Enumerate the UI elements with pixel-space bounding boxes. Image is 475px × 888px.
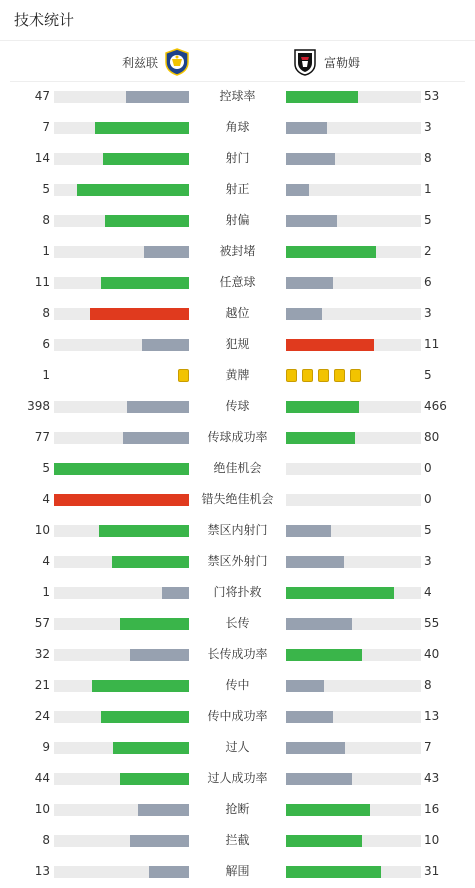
home-stat-bar — [54, 339, 189, 351]
stat-label: 绝佳机会 — [213, 461, 262, 475]
stat-row — [0, 174, 475, 205]
away-stat-bar — [286, 184, 421, 196]
home-stat-value: 77 — [34, 430, 50, 444]
stat-row — [0, 825, 475, 856]
away-stat-value: 0 — [424, 461, 432, 475]
home-stat-value: 14 — [34, 151, 50, 165]
away-stat-value: 3 — [424, 120, 432, 134]
home-stat-bar-fill — [77, 184, 189, 196]
away-stat-bar — [286, 401, 421, 413]
home-stat-value: 47 — [34, 89, 50, 103]
stat-label: 抢断 — [225, 802, 250, 816]
away-stat-bar-fill — [286, 835, 362, 847]
stat-row — [0, 391, 475, 422]
away-stat-bar — [286, 711, 421, 723]
away-stat-value: 6 — [424, 275, 432, 289]
teams-header — [0, 46, 475, 78]
home-stat-bar — [54, 773, 189, 785]
stat-label: 任意球 — [219, 275, 256, 289]
stat-label: 禁区外射门 — [207, 554, 268, 568]
away-stat-bar-fill — [286, 525, 331, 537]
home-stat-bar-fill — [105, 215, 189, 227]
away-stat-value: 4 — [424, 585, 432, 599]
home-stat-bar — [54, 153, 189, 165]
stat-label: 传中 — [225, 678, 250, 692]
home-stat-value: 10 — [34, 523, 50, 537]
away-stat-value: 0 — [424, 492, 432, 506]
away-stat-bar — [286, 773, 421, 785]
home-stat-bar-fill — [92, 680, 189, 692]
home-stat-bar — [54, 432, 189, 444]
away-stat-bar-fill — [286, 91, 358, 103]
home-stat-value: 1 — [42, 368, 50, 382]
stat-label: 过人 — [225, 740, 250, 754]
away-stat-value: 31 — [424, 864, 440, 878]
home-stat-bar — [54, 494, 189, 506]
home-stat-value: 9 — [42, 740, 50, 754]
away-stat-bar — [286, 122, 421, 134]
home-stat-bar-fill — [101, 711, 189, 723]
home-stat-value: 6 — [42, 337, 50, 351]
home-stat-value: 4 — [42, 492, 50, 506]
home-stat-value: 1 — [42, 585, 50, 599]
away-stat-bar — [286, 835, 421, 847]
away-stat-bar-fill — [286, 277, 333, 289]
away-stat-bar — [286, 308, 421, 320]
home-stat-bar — [54, 308, 189, 320]
stat-row — [0, 112, 475, 143]
home-team-name: 利兹联 — [121, 55, 158, 70]
stat-label: 射门 — [225, 151, 250, 165]
home-stat-bar — [54, 463, 189, 475]
home-stat-bar-fill — [123, 432, 189, 444]
yellow-card-icon — [178, 369, 189, 382]
away-stat-bar — [286, 618, 421, 630]
stat-label: 角球 — [225, 120, 250, 134]
home-stat-value: 398 — [27, 399, 50, 413]
stat-row — [0, 732, 475, 763]
away-stat-value: 43 — [424, 771, 440, 785]
away-stat-value: 55 — [424, 616, 440, 630]
divider — [0, 40, 475, 41]
away-stat-bar — [286, 153, 421, 165]
fulham-crest-icon — [292, 48, 318, 76]
away-stat-bar — [286, 91, 421, 103]
home-stat-bar-fill — [99, 525, 189, 537]
away-stat-value: 53 — [424, 89, 440, 103]
away-stat-bar — [286, 432, 421, 444]
stat-label: 解围 — [225, 864, 250, 878]
away-stat-value: 5 — [424, 523, 432, 537]
stat-label: 长传 — [225, 616, 250, 630]
stat-row — [0, 701, 475, 732]
home-stat-bar-fill — [120, 773, 189, 785]
stat-label: 被封堵 — [219, 244, 256, 258]
home-stat-bar-fill — [142, 339, 189, 351]
stat-row — [0, 484, 475, 515]
home-stat-bar — [54, 680, 189, 692]
home-stat-bar — [54, 122, 189, 134]
home-stat-bar — [54, 804, 189, 816]
stat-label: 传球 — [225, 399, 250, 413]
home-stat-value: 57 — [34, 616, 50, 630]
home-stat-bar — [54, 401, 189, 413]
away-stat-bar-fill — [286, 401, 359, 413]
home-stat-bar-fill — [95, 122, 190, 134]
stat-row — [0, 577, 475, 608]
away-stat-value: 466 — [424, 399, 447, 413]
yellow-card-icon — [318, 369, 329, 382]
stat-row — [0, 81, 475, 112]
stat-row — [0, 298, 475, 329]
away-stat-bar-fill — [286, 184, 309, 196]
away-stat-bar-fill — [286, 649, 362, 661]
away-stat-value: 16 — [424, 802, 440, 816]
home-stat-value: 13 — [34, 864, 50, 878]
stat-row — [0, 329, 475, 360]
stat-row — [0, 143, 475, 174]
away-stat-bar — [286, 556, 421, 568]
away-stat-value: 5 — [424, 368, 432, 382]
away-stat-bar-fill — [286, 680, 324, 692]
home-team[interactable] — [122, 46, 190, 78]
stat-row — [0, 608, 475, 639]
away-stat-bar-fill — [286, 618, 352, 630]
home-stat-bar — [54, 556, 189, 568]
home-stat-bar-fill — [120, 618, 189, 630]
away-team-name: 富勒姆 — [324, 55, 361, 70]
home-stat-bar-fill — [162, 587, 189, 599]
away-stat-value: 11 — [424, 337, 440, 351]
home-stat-bar — [54, 587, 189, 599]
away-stat-bar-fill — [286, 432, 355, 444]
away-stat-bar — [286, 463, 421, 475]
away-stat-bar-fill — [286, 711, 333, 723]
away-stat-value: 13 — [424, 709, 440, 723]
away-stat-bar-fill — [286, 246, 376, 258]
away-team[interactable] — [292, 46, 360, 78]
stat-label: 门将扑救 — [213, 585, 262, 599]
away-stat-bar-fill — [286, 556, 344, 568]
home-stat-bar-fill — [54, 463, 189, 475]
home-stat-value: 4 — [42, 554, 50, 568]
home-stat-bar — [54, 215, 189, 227]
stat-label: 传中成功率 — [207, 709, 268, 723]
home-stat-bar-fill — [112, 556, 189, 568]
home-stat-bar-fill — [113, 742, 189, 754]
stat-row — [0, 670, 475, 701]
home-stat-bar-fill — [144, 246, 189, 258]
away-stat-bar-fill — [286, 804, 370, 816]
away-stat-bar — [286, 215, 421, 227]
home-stat-bar — [54, 866, 189, 878]
away-stat-value: 10 — [424, 833, 440, 847]
stat-row — [0, 639, 475, 670]
away-stat-value: 80 — [424, 430, 440, 444]
away-yellow-cards — [286, 369, 421, 383]
away-stat-bar — [286, 339, 421, 351]
away-stat-bar — [286, 866, 421, 878]
away-stat-bar — [286, 525, 421, 537]
away-stat-bar — [286, 742, 421, 754]
home-stat-value: 8 — [42, 833, 50, 847]
home-stat-bar — [54, 246, 189, 258]
leeds-crest-icon — [164, 48, 190, 76]
stat-label: 传球成功率 — [207, 430, 268, 444]
home-stat-bar — [54, 742, 189, 754]
away-stat-value: 40 — [424, 647, 440, 661]
stat-row — [0, 205, 475, 236]
yellow-card-icon — [334, 369, 345, 382]
home-stat-value: 44 — [34, 771, 50, 785]
stat-label: 拦截 — [225, 833, 250, 847]
away-stat-value: 8 — [424, 678, 432, 692]
home-stat-bar — [54, 618, 189, 630]
away-stat-bar-fill — [286, 308, 322, 320]
home-stat-bar-fill — [101, 277, 189, 289]
away-stat-bar — [286, 804, 421, 816]
away-stat-bar-fill — [286, 339, 374, 351]
away-stat-bar-fill — [286, 587, 394, 599]
home-stat-value: 11 — [34, 275, 50, 289]
home-stat-bar — [54, 835, 189, 847]
stat-label: 越位 — [225, 306, 250, 320]
home-stat-value: 5 — [42, 182, 50, 196]
stat-label: 禁区内射门 — [207, 523, 268, 537]
stat-label: 过人成功率 — [207, 771, 268, 785]
home-stat-bar — [54, 525, 189, 537]
away-stat-bar — [286, 680, 421, 692]
yellow-card-icon — [286, 369, 297, 382]
stat-label: 射正 — [225, 182, 250, 196]
stat-row — [0, 360, 475, 391]
stat-row — [0, 236, 475, 267]
stat-row — [0, 422, 475, 453]
home-stat-bar — [54, 184, 189, 196]
away-stat-value: 3 — [424, 554, 432, 568]
away-stat-value: 3 — [424, 306, 432, 320]
away-stat-value: 7 — [424, 740, 432, 754]
away-stat-bar-fill — [286, 742, 345, 754]
home-stat-value: 32 — [34, 647, 50, 661]
stat-row — [0, 794, 475, 825]
stat-label: 控球率 — [219, 89, 256, 103]
home-stat-bar-fill — [130, 649, 189, 661]
away-stat-bar — [286, 587, 421, 599]
home-stat-bar — [54, 91, 189, 103]
stat-label: 犯规 — [225, 337, 250, 351]
stat-row — [0, 856, 475, 887]
home-stat-value: 1 — [42, 244, 50, 258]
stat-row — [0, 546, 475, 577]
stat-row — [0, 515, 475, 546]
stat-label: 错失绝佳机会 — [201, 492, 274, 506]
away-stat-bar — [286, 649, 421, 661]
away-stat-bar-fill — [286, 215, 337, 227]
away-stat-value: 1 — [424, 182, 432, 196]
yellow-card-icon — [302, 369, 313, 382]
stat-row — [0, 763, 475, 794]
home-stat-bar-fill — [127, 401, 189, 413]
stat-label: 射偏 — [225, 213, 250, 227]
away-stat-bar-fill — [286, 153, 335, 165]
home-stat-value: 24 — [34, 709, 50, 723]
stats-list — [0, 81, 475, 887]
home-stat-bar-fill — [103, 153, 189, 165]
away-stat-bar — [286, 277, 421, 289]
home-yellow-cards — [54, 369, 189, 383]
home-stat-bar — [54, 649, 189, 661]
home-stat-bar-fill — [138, 804, 189, 816]
away-stat-bar — [286, 246, 421, 258]
away-stat-value: 8 — [424, 151, 432, 165]
home-stat-value: 21 — [34, 678, 50, 692]
stat-row — [0, 453, 475, 484]
stat-label: 长传成功率 — [207, 647, 268, 661]
home-stat-bar-fill — [90, 308, 189, 320]
home-stat-bar-fill — [149, 866, 190, 878]
home-stat-bar-fill — [130, 835, 189, 847]
yellow-card-icon — [350, 369, 361, 382]
home-stat-value: 8 — [42, 306, 50, 320]
home-stat-value: 10 — [34, 802, 50, 816]
away-stat-value: 2 — [424, 244, 432, 258]
home-stat-bar-fill — [54, 494, 189, 506]
home-stat-bar — [54, 711, 189, 723]
home-stat-value: 8 — [42, 213, 50, 227]
home-stat-value: 7 — [42, 120, 50, 134]
stat-label: 黄牌 — [225, 368, 250, 382]
away-stat-bar-fill — [286, 866, 381, 878]
home-stat-bar — [54, 277, 189, 289]
home-stat-bar-fill — [126, 91, 189, 103]
away-stat-bar — [286, 494, 421, 506]
away-stat-bar-fill — [286, 122, 327, 134]
stat-row — [0, 267, 475, 298]
home-stat-value: 5 — [42, 461, 50, 475]
away-stat-value: 5 — [424, 213, 432, 227]
away-stat-bar-fill — [286, 773, 352, 785]
page-title: 技术统计 — [14, 11, 75, 29]
